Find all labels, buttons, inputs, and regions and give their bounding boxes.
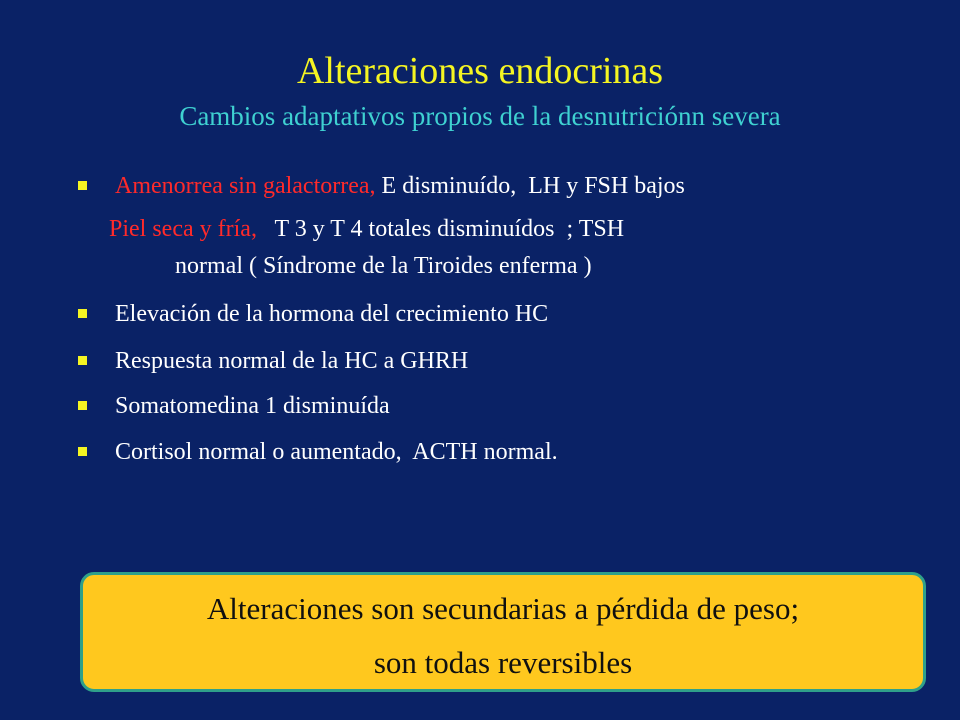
square-bullet-icon bbox=[78, 181, 87, 190]
item-text: Somatomedina 1 disminuída bbox=[115, 393, 390, 419]
item-highlight: Piel seca y fría, bbox=[109, 216, 257, 242]
note-line-1: Alteraciones son secundarias a pérdida de peso; bbox=[206, 591, 800, 626]
slide-subtitle: Cambios adaptativos propios de la desnutriciónn severa bbox=[179, 101, 781, 131]
square-bullet-icon bbox=[78, 356, 87, 365]
item-text: T 3 y T 4 totales disminuídos ; TSH bbox=[256, 216, 625, 242]
item-text: Respuesta normal de la HC a GHRH bbox=[115, 348, 469, 374]
slide-title: Alteraciones endocrinas bbox=[296, 50, 664, 92]
item-text: E disminuído, LH y FSH bajos bbox=[375, 173, 685, 199]
square-bullet-icon bbox=[78, 401, 87, 410]
item-text: Elevación de la hormona del crecimiento HC bbox=[115, 301, 549, 327]
item-continuation: normal ( Síndrome de la Tiroides enferma ) bbox=[175, 253, 592, 279]
item-highlight: Amenorrea sin galactorrea, bbox=[115, 173, 376, 199]
note-box bbox=[80, 572, 926, 692]
item-text: Cortisol normal o aumentado, ACTH normal. bbox=[115, 439, 558, 465]
square-bullet-icon bbox=[78, 309, 87, 318]
list-item bbox=[78, 212, 918, 282]
note-line-2: son todas reversibles bbox=[373, 645, 633, 680]
square-bullet-icon bbox=[78, 447, 87, 456]
